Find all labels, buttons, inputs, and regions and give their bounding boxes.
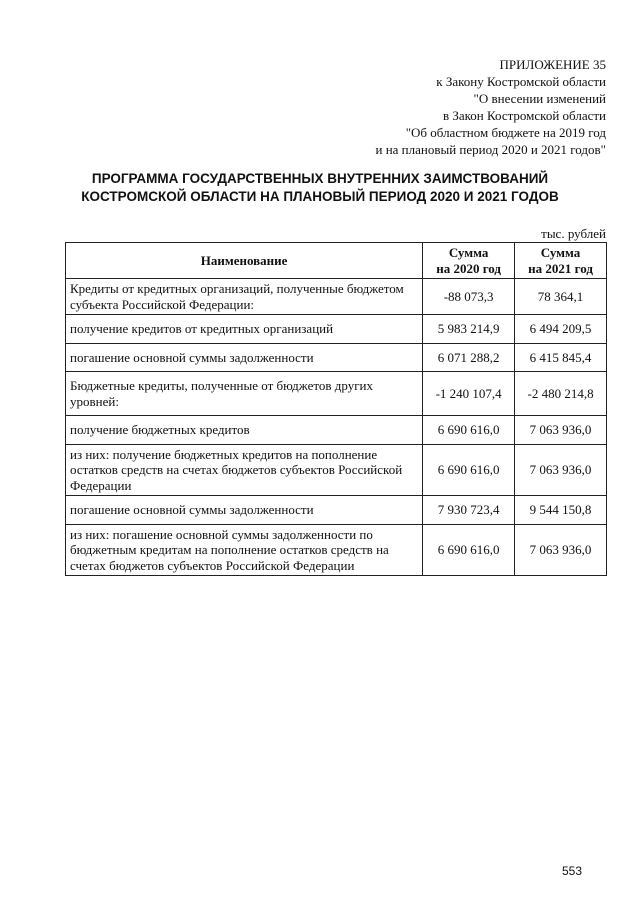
row-name: получение кредитов от кредитных организаций xyxy=(66,315,423,344)
row-value-2021: -2 480 214,8 xyxy=(515,372,607,416)
units-label: тыс. рублей xyxy=(541,226,606,241)
table-row xyxy=(66,372,607,416)
document-title xyxy=(40,170,600,206)
row-name: из них: погашение основной суммы задолженности по бюджетным кредитам на пополнение остатков средств на счетах бюджетов субъектов Российской Федерации xyxy=(66,524,423,576)
table-row xyxy=(66,279,607,315)
header-2020-line2: на 2020 год xyxy=(436,260,501,276)
table-row xyxy=(66,315,607,344)
table-row xyxy=(66,343,607,372)
row-value-2021: 7 063 936,0 xyxy=(515,444,607,496)
row-value-2020: -88 073,3 xyxy=(423,279,515,315)
appendix-header xyxy=(375,56,606,158)
row-value-2021: 7 063 936,0 xyxy=(515,416,607,445)
appendix-header-line: к Закону Костромской области xyxy=(436,74,606,89)
row-value-2020: 6 690 616,0 xyxy=(423,524,515,576)
appendix-header-line: "О внесении изменений xyxy=(473,91,606,106)
document-title-line: ПРОГРАММА ГОСУДАРСТВЕННЫХ ВНУТРЕННИХ ЗАИМСТВОВАНИЙ xyxy=(91,171,549,186)
row-value-2020: 5 983 214,9 xyxy=(423,315,515,344)
table-row xyxy=(66,444,607,496)
row-value-2020: 6 071 288,2 xyxy=(423,343,515,372)
row-value-2021: 9 544 150,8 xyxy=(515,496,607,525)
borrowing-table xyxy=(65,242,607,576)
appendix-header-line: и на плановый период 2020 и 2021 годов" xyxy=(375,142,606,157)
appendix-header-line: "Об областном бюджете на 2019 год xyxy=(405,125,606,140)
header-2021-line1: Сумма xyxy=(540,245,581,260)
table-header-row xyxy=(66,243,607,279)
header-2021 xyxy=(515,243,607,279)
header-name: Наименование xyxy=(66,243,423,279)
table-row xyxy=(66,496,607,525)
appendix-header-line: ПРИЛОЖЕНИЕ 35 xyxy=(499,57,606,72)
row-name: погашение основной суммы задолженности xyxy=(66,343,423,372)
appendix-header-line: в Закон Костромской области xyxy=(442,108,606,123)
row-name: получение бюджетных кредитов xyxy=(66,416,423,445)
row-value-2020: 6 690 616,0 xyxy=(423,416,515,445)
row-value-2021: 6 415 845,4 xyxy=(515,343,607,372)
row-value-2021: 7 063 936,0 xyxy=(515,524,607,576)
row-name: из них: получение бюджетных кредитов на пополнение остатков средств на счетах бюджетов субъектов Российской Федерации xyxy=(66,444,423,496)
page-number: 553 xyxy=(561,864,582,878)
table-row xyxy=(66,524,607,576)
header-2020-line1: Сумма xyxy=(448,245,489,260)
row-value-2020: 6 690 616,0 xyxy=(423,444,515,496)
row-name: Бюджетные кредиты, полученные от бюджетов других уровней: xyxy=(66,372,423,416)
row-name: Кредиты от кредитных организаций, полученные бюджетом субъекта Российской Федерации: xyxy=(66,279,423,315)
row-value-2021: 6 494 209,5 xyxy=(515,315,607,344)
table-row xyxy=(66,416,607,445)
row-value-2020: -1 240 107,4 xyxy=(423,372,515,416)
row-name: погашение основной суммы задолженности xyxy=(66,496,423,525)
row-value-2021: 78 364,1 xyxy=(515,279,607,315)
row-value-2020: 7 930 723,4 xyxy=(423,496,515,525)
header-2021-line2: на 2021 год xyxy=(528,260,593,276)
header-2020 xyxy=(423,243,515,279)
document-title-line: КОСТРОМСКОЙ ОБЛАСТИ НА ПЛАНОВЫЙ ПЕРИОД 2020 И 2021 ГОДОВ xyxy=(81,189,559,204)
